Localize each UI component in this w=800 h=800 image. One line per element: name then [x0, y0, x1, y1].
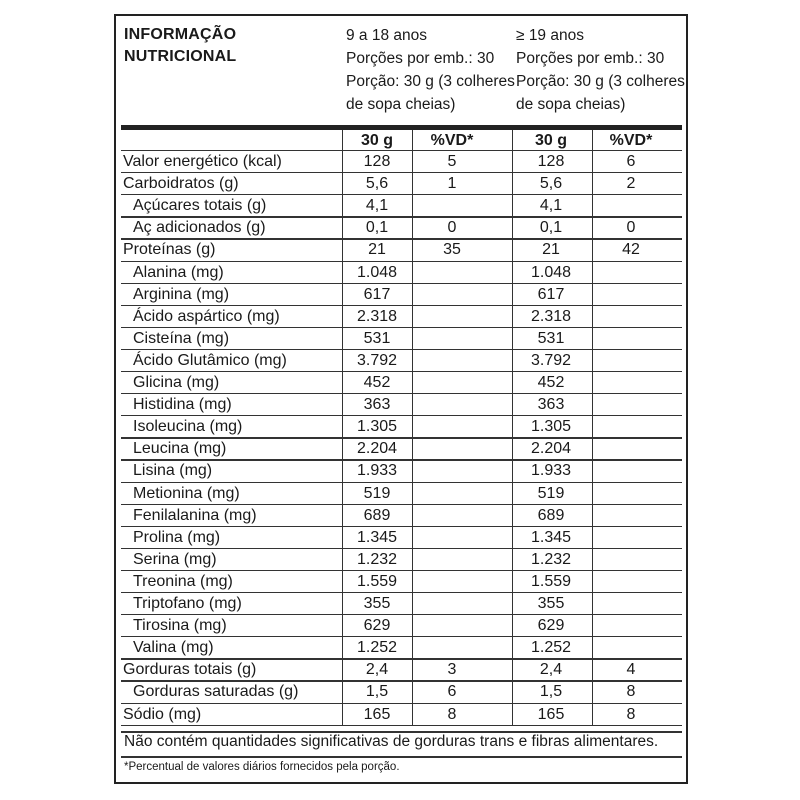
row-rule [121, 150, 682, 151]
nutrient-label: Aç adicionados (g) [133, 219, 266, 237]
vd-group1 [412, 306, 492, 328]
vd-group1: 5 [447, 153, 457, 170]
group1-portions: Porções por emb.: 30 [346, 50, 495, 67]
vd-group1 [412, 571, 492, 593]
value-group1: 1.305 [356, 418, 398, 436]
vd-group1 [412, 328, 492, 350]
vd-group1 [412, 438, 492, 460]
nutrient-label: Isoleucina (mg) [133, 418, 243, 436]
nutrient-label: Valina (mg) [133, 639, 214, 657]
vd-group1 [412, 593, 492, 615]
nutrient-row [121, 681, 682, 703]
vd-group2 [591, 394, 671, 416]
nutrient-label: Serina (mg) [133, 550, 217, 568]
nutrient-row [121, 637, 682, 659]
value-group1: 1.232 [356, 550, 398, 568]
column-header-row [121, 130, 682, 152]
nutrient-label: Arginina (mg) [133, 285, 230, 303]
nutrient-label: Valor energético (kcal) [123, 153, 282, 170]
col-vd-2: %VD* [609, 132, 653, 149]
value-group2: 519 [537, 484, 565, 502]
row-rule [121, 216, 682, 217]
vd-group2: 4 [626, 661, 636, 679]
row-rule [121, 703, 682, 704]
value-group2: 1,5 [539, 683, 563, 701]
value-group1: 355 [363, 595, 391, 612]
vd-group2 [591, 615, 671, 637]
vd-group1 [412, 394, 492, 416]
vd-group2: 8 [626, 705, 636, 723]
vd-group2 [591, 350, 671, 372]
value-group2: 689 [537, 506, 565, 524]
value-group1: 4,1 [365, 197, 389, 215]
vd-group2 [591, 571, 671, 593]
vd-group1 [412, 195, 492, 217]
value-group1: 2.318 [356, 307, 398, 325]
row-rule [121, 349, 682, 350]
col-qty-1: 30 g [360, 132, 393, 149]
row-rule [121, 526, 682, 527]
vd-group1 [412, 350, 492, 372]
value-group2: 1.345 [530, 528, 572, 546]
nutrient-label: Treonina (mg) [133, 572, 233, 590]
column-rule [412, 130, 413, 725]
row-rule [121, 437, 682, 438]
value-group1: 1,5 [365, 683, 389, 701]
row-rule [121, 570, 682, 571]
value-group1: 0,1 [365, 219, 389, 237]
col-vd-1: %VD* [430, 132, 474, 149]
row-rule [121, 504, 682, 505]
value-group1: 1.048 [356, 263, 398, 281]
value-group1: 5,6 [365, 175, 389, 193]
row-rule [121, 459, 682, 460]
vd-group1 [412, 416, 492, 438]
nutrient-row [121, 571, 682, 593]
nutrient-row [121, 483, 682, 505]
row-rule [121, 482, 682, 483]
vd-group2 [591, 372, 671, 394]
group1-portion-cont: de sopa cheias) [346, 96, 456, 113]
column-rule [512, 130, 513, 725]
value-group2: 452 [537, 374, 565, 391]
value-group2: 2,4 [539, 661, 563, 679]
row-rule [121, 283, 682, 284]
nutrient-label: Tirosina (mg) [133, 617, 227, 635]
nutrient-label: Metionina (mg) [133, 484, 240, 502]
row-rule [121, 194, 682, 195]
row-rule [121, 393, 682, 394]
vd-group2 [591, 637, 671, 659]
group2-portions: Porções por emb.: 30 [516, 50, 665, 67]
value-group1: 617 [363, 285, 391, 303]
group1-header [346, 24, 515, 116]
value-group1: 1.933 [356, 462, 398, 480]
nutrient-label: Lisina (mg) [133, 462, 213, 480]
vd-group2: 0 [626, 219, 636, 237]
col-qty-2: 30 g [534, 132, 567, 149]
nutrient-row [121, 262, 682, 284]
title-line-2: NUTRICIONAL [124, 48, 237, 65]
value-group2: 1.933 [530, 462, 572, 480]
value-group1: 165 [363, 705, 391, 723]
value-group1: 531 [363, 329, 391, 347]
value-group1: 452 [363, 374, 391, 391]
group2-header [516, 24, 685, 116]
row-rule [121, 548, 682, 549]
value-group2: 355 [537, 595, 565, 612]
vd-group2: 6 [626, 153, 636, 170]
nutrient-label: Alanina (mg) [133, 263, 224, 281]
nutrient-label: Ácido Glutâmico (mg) [133, 351, 287, 369]
nutrient-label: Histidina (mg) [133, 396, 232, 414]
group2-portion-cont: de sopa cheias) [516, 96, 626, 113]
value-group2: 2.318 [530, 307, 572, 325]
value-group2: 1.559 [530, 572, 572, 590]
value-group2: 1.305 [530, 418, 572, 436]
value-group2: 363 [537, 396, 565, 414]
value-group2: 2.204 [530, 440, 572, 458]
value-group1: 1.252 [356, 639, 398, 657]
vd-group2 [591, 195, 671, 217]
value-group2: 4,1 [539, 197, 563, 215]
row-rule [121, 305, 682, 306]
nutrient-label: Leucina (mg) [133, 440, 227, 458]
value-group2: 629 [537, 617, 565, 635]
nutrient-row [121, 615, 682, 637]
nutrient-row [121, 151, 682, 173]
row-rule [121, 725, 682, 726]
nutrient-row [121, 284, 682, 306]
group1-portion: Porção: 30 g (3 colheres [346, 73, 515, 90]
row-rule [121, 658, 682, 659]
value-group1: 21 [368, 241, 386, 259]
nutrient-row [121, 549, 682, 571]
row-rule [121, 415, 682, 416]
nutrient-row [121, 659, 682, 681]
vd-group1: 0 [447, 219, 457, 237]
vd-group1 [412, 372, 492, 394]
value-group2: 5,6 [539, 175, 563, 193]
group2-age: ≥ 19 anos [516, 27, 584, 44]
nutrient-row [121, 217, 682, 239]
row-rule [121, 238, 682, 239]
nutrient-row [121, 460, 682, 482]
vd-group2 [591, 284, 671, 306]
nutrient-label: Gorduras totais (g) [123, 661, 257, 679]
nutrient-row [121, 438, 682, 460]
value-group1: 3.792 [356, 351, 398, 369]
vd-group1 [412, 284, 492, 306]
nutrient-row [121, 306, 682, 328]
vd-group2 [591, 505, 671, 527]
vd-group2 [591, 262, 671, 284]
value-group2: 531 [537, 329, 565, 347]
vd-group1 [412, 615, 492, 637]
nutrient-row [121, 195, 682, 217]
row-rule [121, 172, 682, 173]
nutrient-row [121, 372, 682, 394]
vd-group2 [591, 483, 671, 505]
nutrient-label: Proteínas (g) [123, 241, 216, 259]
group1-age: 9 a 18 anos [346, 27, 428, 44]
nutrient-row [121, 593, 682, 615]
value-group1: 2.204 [356, 440, 398, 458]
column-rule [342, 130, 343, 725]
vd-group2: 42 [622, 241, 640, 259]
vd-group1: 35 [443, 241, 461, 259]
title-line-1: INFORMAÇÃO [124, 26, 237, 43]
value-group1: 363 [363, 396, 391, 414]
nutrient-label: Cisteína (mg) [133, 329, 230, 347]
value-group2: 3.792 [530, 351, 572, 369]
row-rule [121, 680, 682, 681]
nutrient-row [121, 394, 682, 416]
row-rule [121, 614, 682, 615]
nutrient-label: Sódio (mg) [123, 705, 202, 723]
nutrient-label: Ácido aspártico (mg) [133, 307, 280, 325]
vd-group1 [412, 505, 492, 527]
nutrient-label: Carboidratos (g) [123, 175, 239, 193]
vd-group1 [412, 460, 492, 482]
vd-group1: 3 [447, 661, 457, 679]
row-rule [121, 636, 682, 637]
value-group2: 1.252 [530, 639, 572, 657]
nutrient-row [121, 505, 682, 527]
nutrient-row [121, 704, 682, 726]
value-group1: 1.559 [356, 572, 398, 590]
value-group1: 519 [363, 484, 391, 502]
nutrient-label: Fenilalanina (mg) [133, 506, 257, 524]
value-group1: 2,4 [365, 661, 389, 679]
value-group2: 165 [537, 705, 565, 723]
column-rule [592, 130, 593, 725]
value-group2: 21 [542, 241, 560, 259]
value-group1: 689 [363, 506, 391, 524]
value-group2: 0,1 [539, 219, 563, 237]
value-group2: 617 [537, 285, 565, 303]
nutrient-row [121, 350, 682, 372]
footer-rule-2 [121, 756, 682, 758]
nutrient-label: Açúcares totais (g) [133, 197, 267, 215]
footer-note: Não contém quantidades significativas de gorduras trans e fibras alimentares. [124, 733, 659, 750]
row-rule [121, 261, 682, 262]
vd-group1 [412, 549, 492, 571]
row-rule [121, 592, 682, 593]
vd-group2 [591, 527, 671, 549]
row-rule [121, 327, 682, 328]
nutrient-row [121, 416, 682, 438]
vd-group2: 8 [626, 683, 636, 701]
vd-group1: 1 [447, 175, 457, 193]
nutrient-row [121, 328, 682, 350]
vd-group1 [412, 483, 492, 505]
vd-group1: 8 [447, 705, 457, 723]
value-group1: 629 [363, 617, 391, 635]
vd-group2 [591, 593, 671, 615]
nutrient-label: Prolina (mg) [133, 528, 221, 546]
vd-group1 [412, 527, 492, 549]
nutrient-row [121, 239, 682, 261]
table-title [124, 24, 236, 68]
vd-group2 [591, 438, 671, 460]
vd-group2 [591, 306, 671, 328]
vd-group1 [412, 262, 492, 284]
nutrient-label: Triptofano (mg) [133, 595, 242, 612]
row-rule [121, 371, 682, 372]
vd-group2 [591, 328, 671, 350]
vd-group2 [591, 549, 671, 571]
value-group1: 1.345 [356, 528, 398, 546]
nutrient-label: Glicina (mg) [133, 374, 220, 391]
nutrient-label: Gorduras saturadas (g) [133, 683, 299, 701]
vd-group1: 6 [447, 683, 457, 701]
value-group2: 128 [537, 153, 565, 170]
vd-group1 [412, 637, 492, 659]
value-group2: 1.048 [530, 263, 572, 281]
vd-group2: 2 [626, 175, 636, 193]
group2-portion: Porção: 30 g (3 colheres [516, 73, 685, 90]
vd-group2 [591, 416, 671, 438]
footer-vd-note: *Percentual de valores diários fornecidos pela porção. [124, 761, 400, 773]
value-group2: 1.232 [530, 550, 572, 568]
nutrient-row [121, 527, 682, 549]
value-group1: 128 [363, 153, 391, 170]
vd-group2 [591, 460, 671, 482]
nutrient-row [121, 173, 682, 195]
